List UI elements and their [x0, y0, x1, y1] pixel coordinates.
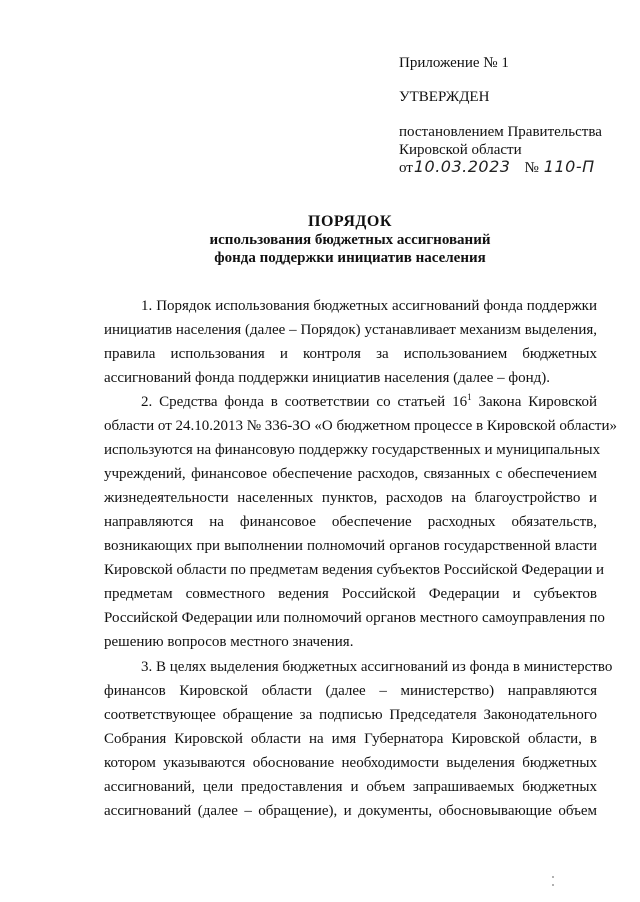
paragraph-line: правила использования и контроля за использованием бюджетных [104, 346, 597, 362]
handwritten-number: 110-П [543, 157, 595, 176]
paragraph-line: жизнедеятельности населенных пунктов, расходов на благоустройство и [104, 490, 597, 506]
paragraph-line: решению вопросов местного значения. [104, 634, 354, 650]
document-title: ПОРЯДОК [308, 213, 392, 230]
paragraph-line: 3. В целях выделения бюджетных ассигнований из фонда в министерство [141, 659, 613, 675]
paragraph-line: соответствующее обращение за подписью Председателя Законодательного [104, 707, 597, 723]
scan-speck [552, 884, 554, 886]
paragraph-line: ассигнований фонда поддержки инициатив населения (далее – фонд). [104, 370, 550, 386]
document-subtitle-line1: использования бюджетных ассигнований [209, 232, 491, 248]
paragraph-line: Российской Федерации или полномочий органов местного самоуправления по [104, 610, 605, 626]
paragraph-line: Собрания Кировской области на имя Губернатора Кировской области, в [104, 731, 597, 747]
paragraph-line: Кировской области по предметам ведения субъектов Российской Федерации и [104, 562, 605, 578]
paragraph-line: котором указываются обоснование необходимости выделения бюджетных [104, 755, 597, 771]
scan-speck [552, 876, 554, 878]
paragraph-line [141, 392, 597, 412]
paragraph-line: финансов Кировской области (далее – министерство) направляются [104, 683, 597, 699]
paragraph-line: направляются на финансовое обеспечение расходных обязательств, [104, 514, 597, 530]
appendix-label: Приложение № 1 [399, 55, 509, 71]
paragraph-text: Закона Кировской [471, 394, 597, 410]
paragraph-text: 2. Средства фонда в соответствии со статьей 16 [141, 394, 468, 410]
paragraph-line: инициатив населения (далее – Порядок) устанавливает механизм выделения, [104, 322, 597, 338]
resolution-number-line [399, 157, 595, 178]
paragraph-line: учреждений, финансовое обеспечение расходов, связанных с обеспечением [104, 466, 597, 482]
paragraph-line: ассигнований (далее – обращение), и документы, обосновывающие объем [104, 803, 597, 819]
document-subtitle-line2: фонда поддержки инициатив населения [214, 250, 486, 266]
region-label: Кировской области [399, 142, 522, 158]
paragraph-line: предметам совместного ведения Российской Федерации и субъектов [104, 586, 597, 602]
paragraph-line: области от 24.10.2013 № 336-ЗО «О бюджетном процессе в Кировской области» [104, 418, 618, 434]
paragraph-line: используются на финансовую поддержку государственных и муниципальных [104, 442, 601, 458]
resolution-label: постановлением Правительства [399, 124, 602, 140]
paragraph-line: 1. Порядок использования бюджетных ассигнований фонда поддержки [141, 298, 597, 314]
approved-label: УТВЕРЖДЕН [399, 89, 490, 105]
article-superscript: 1 [467, 392, 472, 402]
date-prefix: от [399, 160, 413, 176]
paragraph-line: возникающих при выполнении полномочий органов государственной власти [104, 538, 597, 554]
handwritten-date: 10.03.2023 [413, 157, 511, 176]
number-prefix: № [524, 160, 539, 176]
paragraph-line: ассигнований, цели предоставления и объем запрашиваемых бюджетных [104, 779, 597, 795]
